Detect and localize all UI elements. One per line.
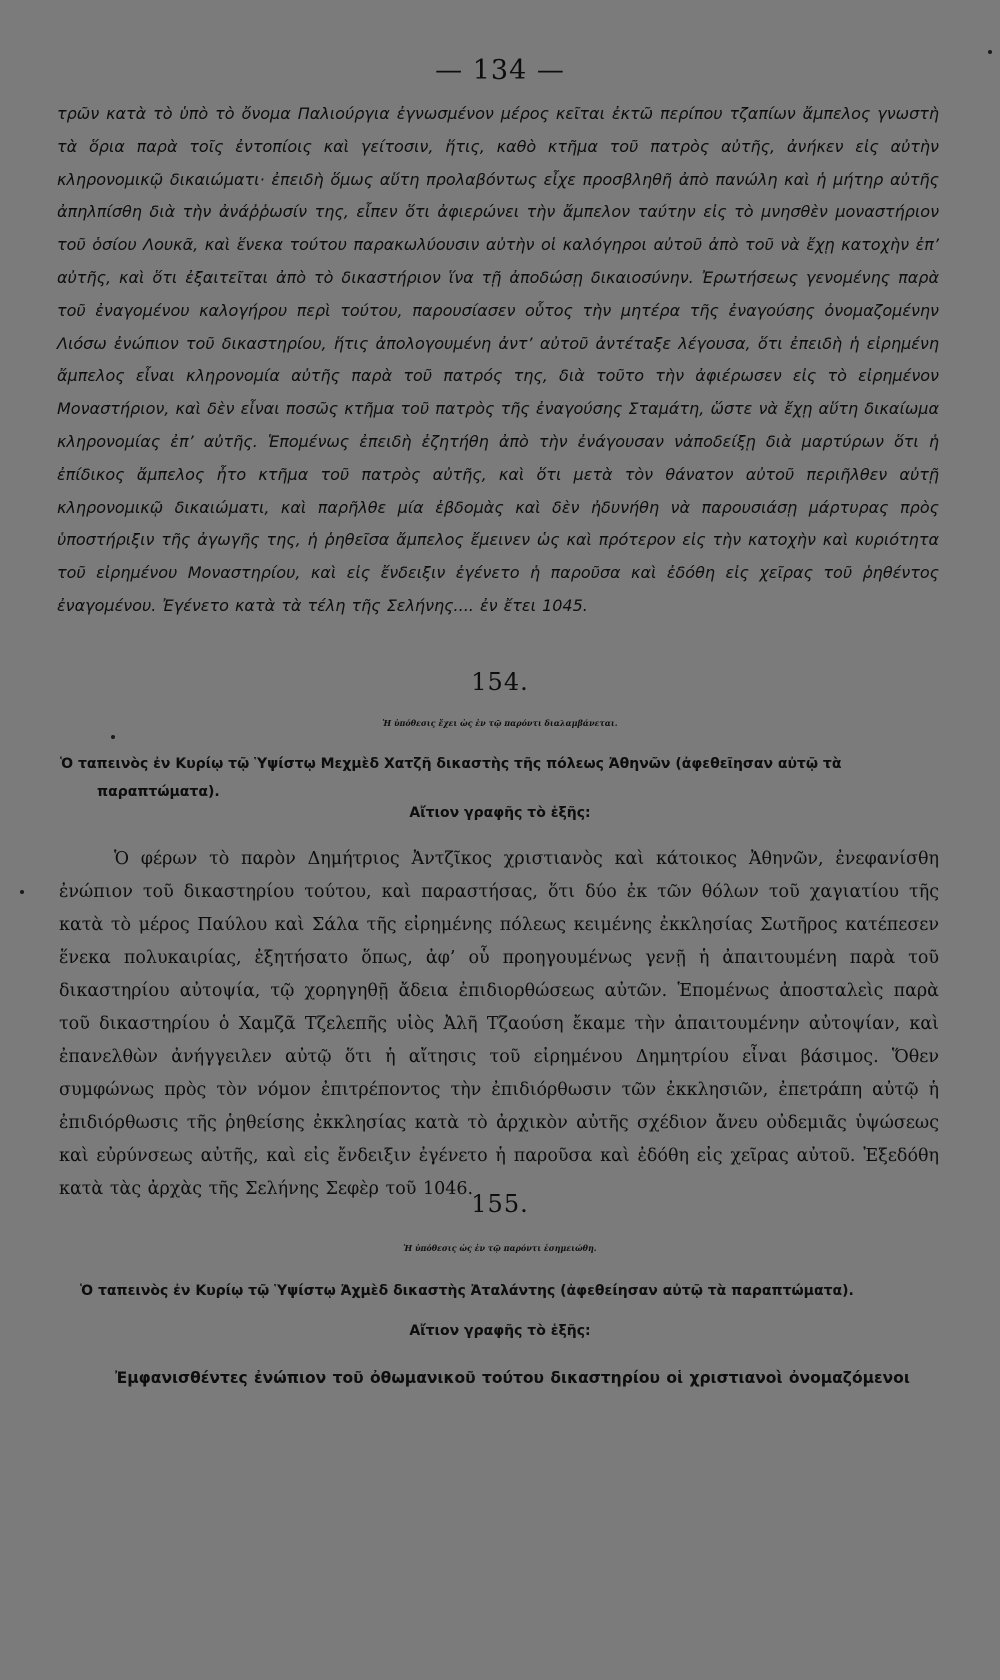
continuation-paragraph: τρῶν κατὰ τὸ ὑπὸ τὸ ὄνομα Παλιούργια ἐγνωσμένον μέρος κεῖται ἐκτῶ περίπου τζαπίων ἄμπελος γνωστὴ τὰ ὅρια παρὰ τοῖς ἐντοπίοις καὶ γείτοσιν, ἥτις, καθὸ κτῆμα τοῦ πατρὸς αὐτῆς, ἀνήκεν εἰς αὐτὴν κληρονομικῷ δικαιώματι· ἐπειδὴ ὅμως αὕτη προλαβόντως εἶχε προσβληθῆ ἀπὸ πανώλη καὶ ἡ μήτηρ αὐτῆς ἀπηλπίσθη διὰ τὴν ἀνάῤῥωσίν της, εἶπεν ὅτι ἀφιερώνει τὴν ἄμπελον ταύτην εἰς τὸ μνησθὲν μοναστήριον τοῦ ὁσίου Λουκᾶ, καὶ ἕνεκα τούτου παρακωλύουσιν αὐτὴν οἱ καλόγηροι αὐτοῦ ἀπὸ τοῦ νὰ ἔχῃ κατοχὴν ἐπ’ αὐτῆς, καὶ ὅτι ἐξαιτεῖται ἀπὸ τὸ δικαστήριον ἵνα τῇ ἀποδώσῃ δικαιοσύνην. Ἐρωτήσεως γενομένης παρὰ τοῦ ἐναγομένου καλογήρου περὶ τούτου, παρουσίασεν οὗτος τὴν μητέρα τῆς ἐναγούσης ὀνομαζομένην Λιόσω ἐνώπιον τοῦ δικαστηρίου, ἥτις ἀπολογουμένη ἀντ’ αὐτοῦ ἀντέταξε λέγουσα, ὅτι ἐπειδὴ ἡ εἰρημένη ἄμπελος εἶναι κληρονομία αὐτῆς παρὰ τοῦ πατρός της, διὰ τοῦτο τὴν ἀφιέρωσεν εἰς τὸ εἰρημένον Μοναστήριον, καὶ δὲν εἶναι ποσῶς κτῆμα τοῦ πατρὸς τῆς ἐναγούσης Σταμάτη, ὥστε νὰ ἔχῃ αὕτη δικαίωμα κληρονομίας ἐπ’ αὐτῆς. Ἑπομένως ἐπειδὴ ἐζητήθη ἀπὸ τὴν ἐνάγουσαν νἀποδείξῃ διὰ μαρτύρων ὅτι ἡ ἐπίδικος ἄμπελος ἦτο κτῆμα τοῦ πατρὸς αὐτῆς, καὶ ὅτι μετὰ τὸν θάνατον αὐτοῦ περιῆλθεν αὐτῇ κληρονομικῷ δικαιώματι, καὶ παρῆλθε μία ἑβδομὰς καὶ δὲν ἠδυνήθη νὰ παρουσιάσῃ μάρτυρας πρὸς ὑποστήριξιν τῆς ἀγωγῆς της, ἡ ῥηθεῖσα ἄμπελος ἔμεινεν ὡς καὶ πρότερον εἰς τὴν κατοχὴν καὶ κυριότητα τοῦ εἰρημένου Μοναστηρίου, καὶ εἰς ἔνδειξιν ἐγένετο ἡ παροῦσα καὶ ἐδόθη εἰς χεῖρας τοῦ ῥηθέντος ἐναγομένου. Ἐγένετο κατὰ τὰ τέλη τῆς Σελήνης.... ἐν ἔτει 1045.	[57, 104, 939, 615]
scan-mark	[988, 50, 992, 54]
document-155-note: Ἡ ὑπόθεσις ὡς ἐν τῷ παρόντι ἐσημειώθη.	[403, 1243, 597, 1253]
stray-dot	[20, 890, 24, 894]
document-154-header-line-1: Ὁ ταπεινὸς ἐν Κυρίῳ τῷ Ὑψίστῳ Μεχμὲδ Χατζῆ δικαστὴς τῆς πόλεως Ἀθηνῶν (ἀφεθεῖησαν αὐτῷ τὰ	[60, 756, 842, 772]
page-number: — 134 —	[435, 55, 565, 86]
document-number-154: 154.	[471, 668, 529, 696]
document-155-body: Ἐμφανισθέντες ἐνώπιον τοῦ ὀθωμανικοῦ τούτου δικαστηρίου οἱ χριστιανοὶ ὀνομαζόμενοι	[115, 1369, 910, 1387]
stray-dot	[111, 735, 115, 739]
document-155-reason-label: Αἴτιον γραφῆς τὸ ἑξῆς:	[409, 1323, 591, 1339]
document-155-header: Ὁ ταπεινὸς ἐν Κυρίῳ τῷ Ὑψίστῳ Ἀχμὲδ δικαστὴς Ἀταλάντης (ἀφεθείησαν αὐτῷ τὰ παραπτώματα).	[80, 1283, 854, 1299]
document-154-body: Ὁ φέρων τὸ παρὸν Δημήτριος Ἀντζῖκος χριστιανὸς καὶ κάτοικος Ἀθηνῶν, ἐνεφανίσθη ἐνώπιον τοῦ δικαστηρίου τούτου, καὶ παραστήσας, ὅτι δύο ἐκ τῶν θόλων τοῦ χαγιατίου τῆς κατὰ τὸ μέρος Παύλου καὶ Σάλα τῆς εἰρημένης πόλεως κειμένης ἐκκλησίας Σωτῆρος κατέπεσεν ἕνεκα πολυκαιρίας, ἐξητήσατο ὅπως, ἀφ’ οὗ προηγουμένως γενῇ ἡ ἀπαιτουμένη παρὰ τοῦ δικαστηρίου αὐτοψία, τῷ χορηγηθῇ ἄδεια ἐπιδιορθώσεως αὐτῶν. Ἑπομένως ἀποσταλεὶς παρὰ τοῦ δικαστηρίου ὁ Χαμζᾶ Τζελεπῆς υἱὸς Ἀλῆ Τζαούση ἔκαμε τὴν ἀπαιτουμένην αὐτοψίαν, καὶ ἐπανελθὼν ἀνήγγειλεν αὐτῷ ὅτι ἡ αἴτησις τοῦ εἰρημένου Δημητρίου εἶναι βάσιμος. Ὅθεν συμφώνως πρὸς τὸν νόμον ἐπιτρέποντος τὴν ἐπιδιόρθωσιν τῶν ἐκκλησιῶν, ἐπετράπη αὐτῷ ἡ ἐπιδιόρθωσις τῆς ῥηθείσης ἐκκλησίας κατὰ τὸ ἀρχικὸν αὐτῆς σχέδιον ἄνευ οὐδεμιᾶς ὑψώσεως καὶ εὐρύνσεως αὐτῆς, καὶ εἰς ἔνδειξιν ἐγένετο ἡ παροῦσα καὶ ἐδόθη εἰς χεῖρας αὐτοῦ. Ἐξεδόθη κατὰ τὰς ἀρχὰς τῆς Σελήνης Σεφὲρ τοῦ 1046.	[59, 849, 939, 1199]
document-number-155: 155.	[471, 1190, 529, 1218]
document-154-header-line-2: παραπτώματα).	[97, 784, 220, 800]
document-154-note: Ἡ ὑπόθεσις ἔχει ὡς ἐν τῷ παρόντι διαλαμβάνεται.	[382, 718, 618, 728]
document-154-reason-label: Αἴτιον γραφῆς τὸ ἑξῆς:	[409, 805, 591, 821]
